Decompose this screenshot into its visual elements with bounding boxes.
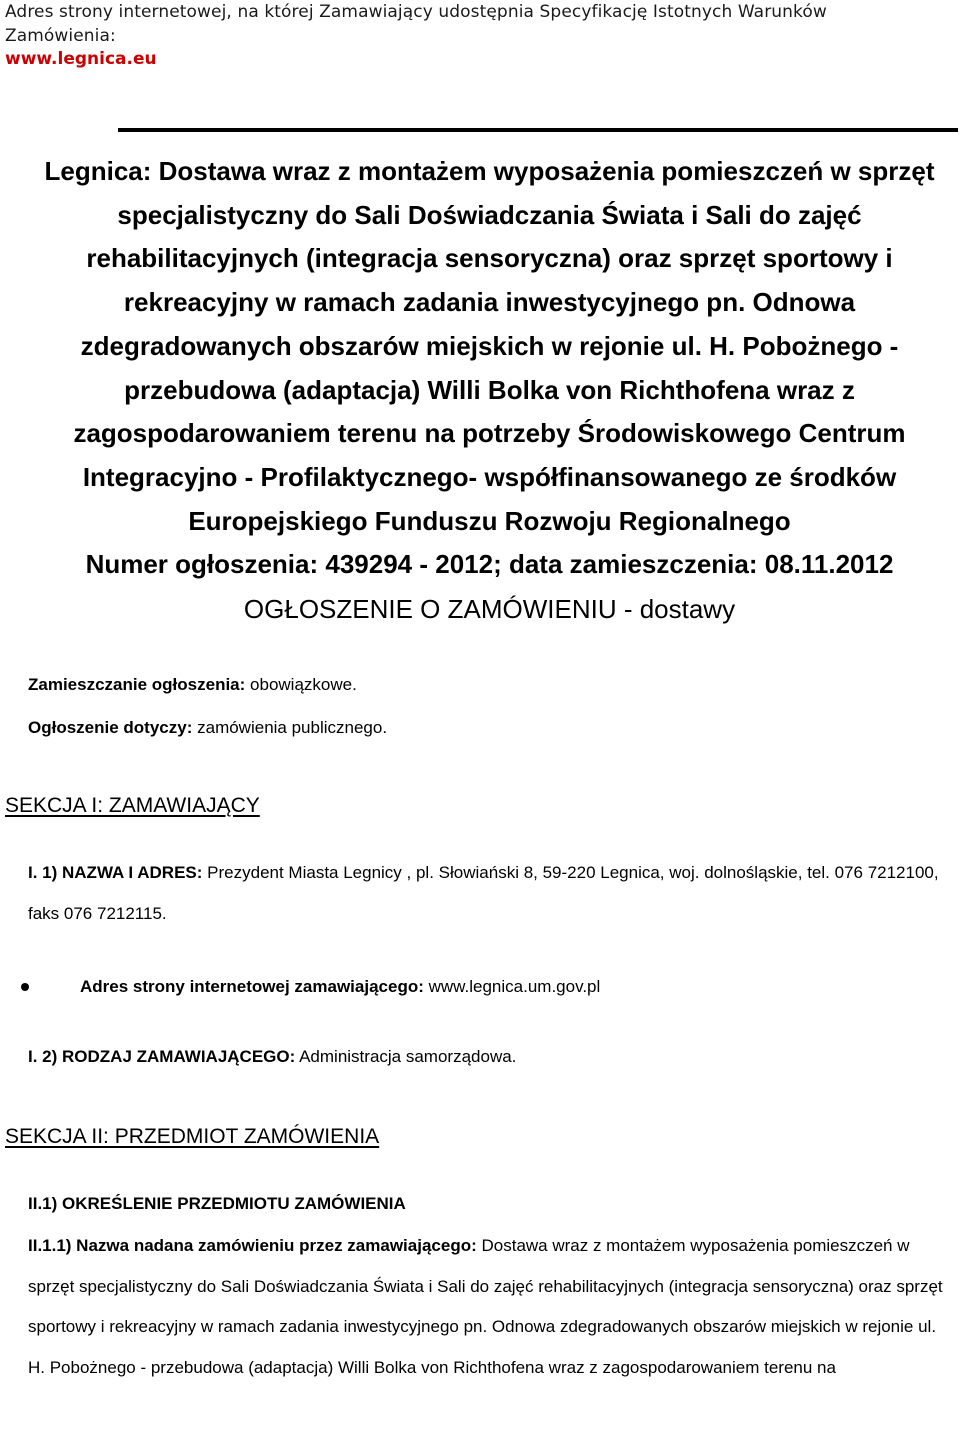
authority-type-value: Administracja samorządowa.: [299, 1047, 517, 1066]
bullet-icon: [21, 983, 29, 991]
contracting-authority-address: [28, 853, 948, 934]
website-value[interactable]: www.legnica.um.gov.pl: [428, 977, 601, 996]
name-address-value: Prezydent Miasta Legnicy , pl. Słowiański 8, 59-220 Legnica, woj. dolnośląskie, tel. 076 7212100, faks 076 7212115.: [28, 863, 939, 923]
website-label: Adres strony internetowej zamawiającego:: [80, 977, 424, 996]
authority-type-label: I. 2) RODZAJ ZAMAWIAJĄCEGO:: [28, 1047, 296, 1066]
authority-type-field: [28, 1046, 516, 1068]
website-bullet-item: [0, 972, 960, 1002]
notice-type-subtitle: OGŁOSZENIE O ZAMÓWIENIU - dostawy: [243, 594, 736, 624]
contract-name-label: II.1.1) Nazwa nadana zamówieniu przez zamawiającego:: [28, 1236, 477, 1255]
section-1-heading: SEKCJA I: ZAMAWIAJĄCY: [5, 794, 260, 817]
concerns-label: Ogłoszenie dotyczy:: [28, 718, 193, 737]
section-2-heading: SEKCJA II: PRZEDMIOT ZAMÓWIENIA: [5, 1125, 380, 1148]
contract-name-paragraph: [28, 1226, 948, 1388]
name-address-label: I. 1) NAZWA I ADRES:: [28, 863, 203, 882]
document-header: [5, 0, 955, 70]
subject-definition-heading: II.1) OKREŚLENIE PRZEDMIOTU ZAMÓWIENIA: [28, 1194, 406, 1213]
concerns-field: [28, 717, 387, 739]
publication-field: [28, 674, 357, 696]
horizontal-divider: [118, 128, 958, 132]
concerns-value: zamówienia publicznego.: [197, 718, 388, 737]
publication-value: obowiązkowe.: [250, 675, 357, 694]
header-url-link[interactable]: www.legnica.eu: [5, 49, 157, 69]
publication-label: Zamieszczanie ogłoszenia:: [28, 675, 246, 694]
notice-number-line: Numer ogłoszenia: 439294 - 2012; data zamieszczenia: 08.11.2012: [85, 549, 894, 580]
contract-name-value: Dostawa wraz z montażem wyposażenia pomieszczeń w sprzęt specjalistyczny do Sali Doświadczania Świata i Sali do zajęć rehabilitacyjnych (integracja sensoryczna) oraz sprzęt sportowy i rekreacyjny w ramach zadania inwestycyjnego pn. Odnowa zdegradowanych obszarów miejskich w rejonie ul. H. Pobożnego - przebudowa (adaptacja) Willi Bolka von Richthofena wraz z zagospodarowaniem terenu na: [28, 1236, 943, 1377]
header-siwz-label-line1: Adres strony internetowej, na której Zamawiający udostępnia Specyfikację Istotnych Warunków: [5, 2, 827, 22]
website-field: [80, 976, 600, 998]
notice-title-text: Legnica: Dostawa wraz z montażem wyposażenia pomieszczeń w sprzęt specjalistyczny do Sali Doświadczania Świata i Sali do zajęć rehabilitacyjnych (integracja sensoryczna) oraz sprzęt sportowy i rekreacyjny w ramach zadania inwestycyjnego pn. Odnowa zdegradowanych obszarów miejskich w rejonie ul. H. Pobożnego - przebudowa (adaptacja) Willi Bolka von Richthofena wraz z zagospodarowaniem terenu na potrzeby Środowiskowego Centrum Integracyjno - Profilaktycznego- współfinansowanego ze środków Europejskiego Funduszu Rozwoju Regionalnego: [44, 156, 935, 536]
notice-title: [22, 150, 957, 587]
header-siwz-label-line2: Zamówienia:: [5, 26, 116, 46]
